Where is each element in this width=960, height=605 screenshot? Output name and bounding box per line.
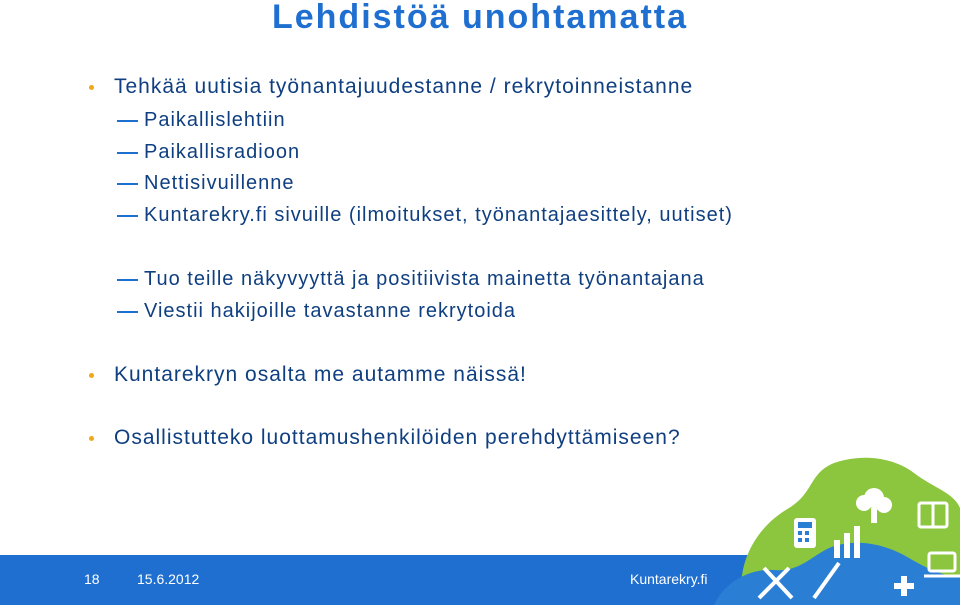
list-item-text: Nettisivuillenne bbox=[144, 172, 295, 194]
list-item bbox=[0, 74, 960, 100]
list-item-text: Kuntarekry.fi sivuille (ilmoitukset, työnantajaesittely, uutiset) bbox=[144, 204, 733, 226]
dash-icon bbox=[117, 215, 138, 217]
list-item-text: Paikallisradioon bbox=[144, 141, 301, 163]
bullet-icon bbox=[89, 373, 94, 378]
list-item-text: Kuntarekryn osalta me autamme näissä! bbox=[114, 363, 527, 386]
page-number: 18 bbox=[84, 571, 100, 587]
slide-title: Lehdistöä unohtamatta bbox=[271, 0, 689, 36]
list-item-text: Viestii hakijoille tavastanne rekrytoida bbox=[144, 300, 517, 322]
list-item bbox=[0, 202, 960, 228]
list-item-text: Tehkää uutisia työnantajuudestanne / rekrytoinneistanne bbox=[114, 75, 694, 98]
dash-icon bbox=[117, 152, 138, 154]
list-item-text: Paikallislehtiin bbox=[144, 109, 286, 131]
list-item-text: Tuo teille näkyvyyttä ja positiivista mainetta työnantajana bbox=[144, 268, 705, 290]
dash-icon bbox=[117, 120, 138, 122]
list-item bbox=[0, 170, 960, 196]
bullet-icon bbox=[89, 436, 94, 441]
dash-icon bbox=[117, 311, 138, 313]
list-item bbox=[0, 139, 960, 165]
footer-brand: Kuntarekry.fi bbox=[630, 571, 708, 587]
dash-icon bbox=[117, 279, 138, 281]
list-item-text: Osallistutteko luottamushenkilöiden perehdyttämiseen? bbox=[114, 426, 681, 449]
list-item bbox=[0, 107, 960, 133]
bullet-icon bbox=[89, 85, 94, 90]
list-item bbox=[0, 266, 960, 292]
list-item bbox=[0, 362, 960, 388]
dash-icon bbox=[117, 183, 138, 185]
illustration bbox=[714, 448, 960, 605]
list-item bbox=[0, 298, 960, 324]
footer-date: 15.6.2012 bbox=[137, 571, 200, 587]
